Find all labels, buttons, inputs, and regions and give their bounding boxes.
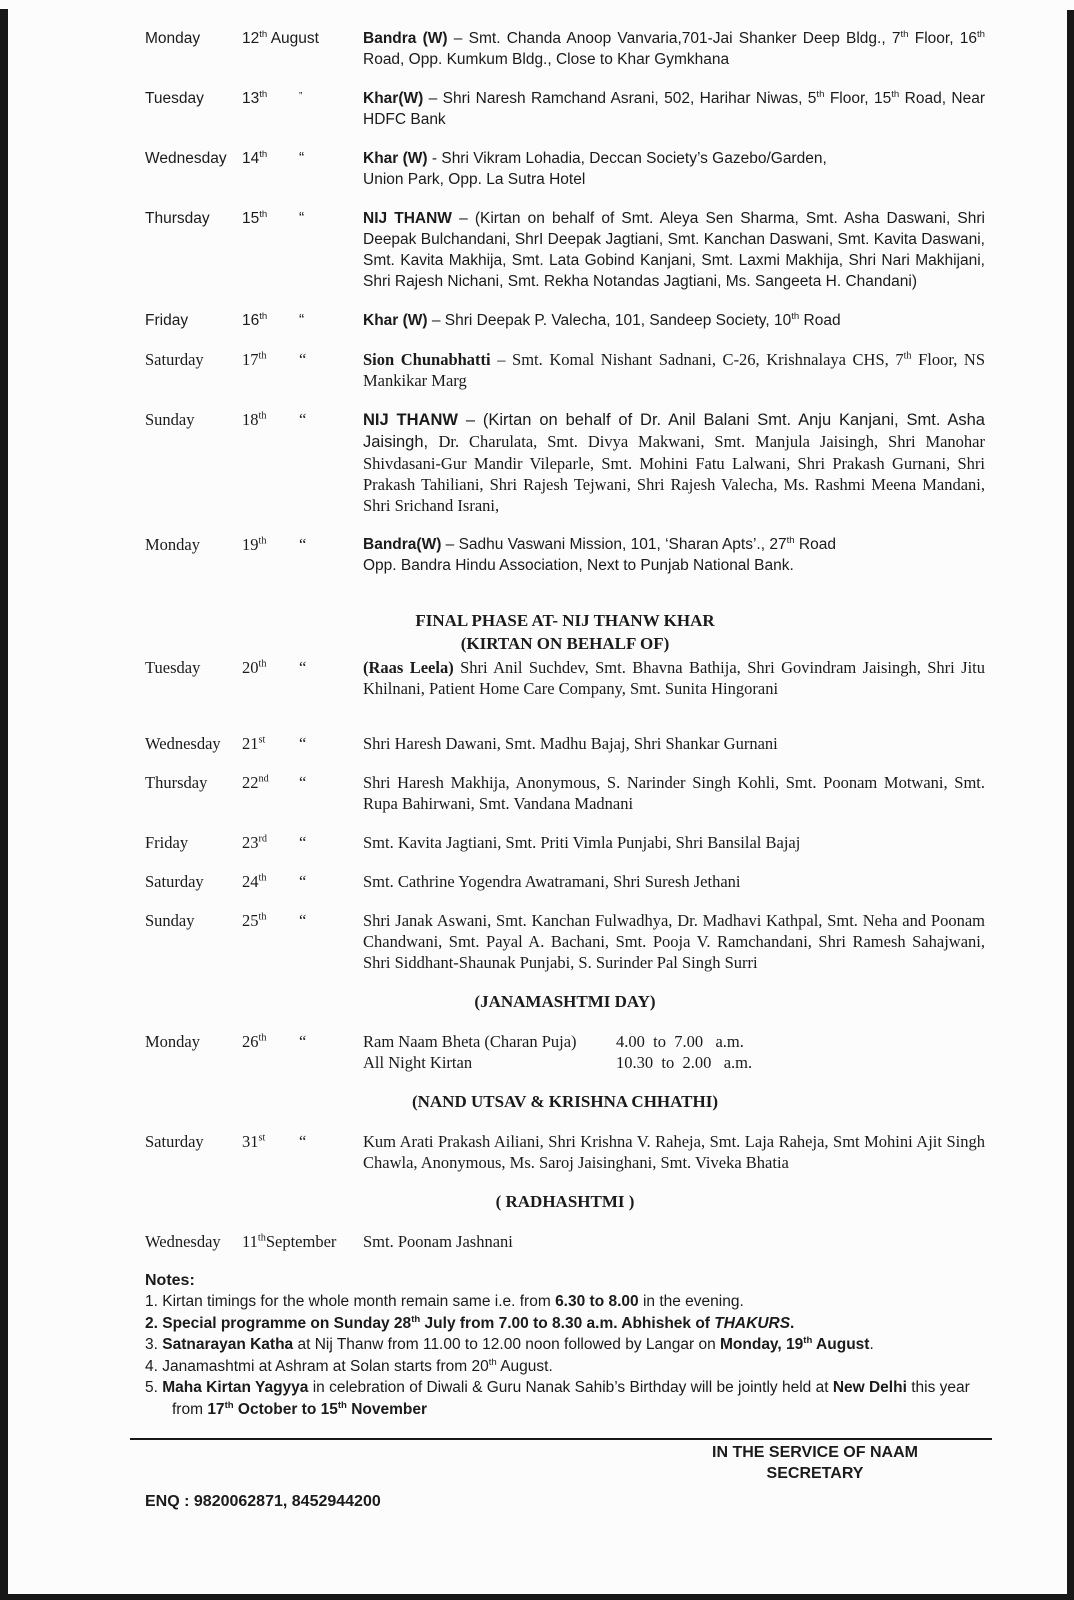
text-segment: 22 — [242, 773, 259, 792]
entry-text — [363, 88, 985, 130]
date-label — [242, 349, 299, 370]
text-segment: th — [258, 658, 267, 670]
day-label: Thursday — [145, 210, 210, 227]
text-segment: Shri Haresh Makhija, Anonymous, S. Narinder Singh Kohli, Smt. Poonam Motwani, Smt. Rupa Bahirwani, Smt. Vandana Madnani — [363, 773, 985, 813]
text-segment: th — [259, 148, 268, 160]
entry-text — [363, 349, 985, 391]
text-segment: 15 — [242, 210, 260, 227]
text-segment: 26 — [242, 1032, 259, 1051]
text-segment: September — [265, 1232, 337, 1251]
schedule-row — [145, 310, 985, 331]
text-segment: 1. Kirtan timings for the whole month remain same i.e. from — [145, 1293, 556, 1310]
entry-text — [363, 534, 985, 576]
enquiry-line: ENQ : 9820062871, 8452944200 — [145, 1493, 381, 1510]
day-label: Monday — [145, 30, 201, 47]
schedule-row — [145, 657, 985, 699]
scan-edge-left — [0, 9, 8, 1600]
scan-edge-right — [1067, 10, 1074, 1600]
text-segment: th — [258, 350, 267, 362]
notes-title: Notes: — [145, 1272, 195, 1289]
text-segment: August — [267, 30, 319, 47]
date-label — [242, 208, 299, 229]
text-segment: – Shri Naresh Ramchand Asrani, 502, Harihar Niwas, 5 — [423, 90, 817, 107]
schedule-row — [145, 1231, 985, 1252]
text-segment: at Nij Thanw from 11.00 to 12.00 noon followed by Langar on — [293, 1336, 720, 1353]
text-segment: . — [790, 1314, 795, 1332]
secretary-line: SECRETARY — [766, 1465, 864, 1482]
text-segment: Khar(W) — [363, 90, 424, 107]
signature-block — [645, 1442, 985, 1484]
divider-line — [130, 1438, 992, 1440]
entry-text — [363, 148, 985, 190]
text-segment: th — [891, 88, 900, 100]
text-segment: th — [258, 535, 267, 547]
entry-text — [363, 832, 985, 853]
text-segment: 21 — [242, 734, 259, 753]
text-segment: THAKURS — [714, 1314, 791, 1332]
ditto-mark: “ — [299, 1132, 307, 1151]
schedule-list — [145, 28, 985, 1252]
entry-text — [363, 733, 985, 754]
entry-text — [363, 871, 985, 892]
date-label — [242, 148, 299, 169]
text-segment: . — [869, 1336, 874, 1353]
text-segment: – Sadhu Vaswani Mission, 101, ‘Sharan Apts’., 27 — [441, 536, 787, 553]
text-segment: 23 — [242, 833, 259, 852]
ditto-mark: “ — [299, 312, 305, 329]
day-label: Thursday — [145, 773, 208, 792]
day-label: Friday — [145, 312, 189, 329]
text-segment: nd — [258, 773, 269, 785]
text-segment: NIJ THANW — [363, 210, 452, 227]
text-segment: th — [224, 1399, 234, 1411]
event-label: All Night Kirtan — [363, 1053, 473, 1072]
text-segment: Bandra(W) — [363, 536, 442, 553]
entry-text — [363, 1031, 985, 1073]
text-segment: 6.30 to 8.00 — [555, 1293, 639, 1310]
text-segment: Shri Janak Aswani, Smt. Kanchan Fulwadhya, Dr. Madhavi Kathpal, Smt. Neha and Poonam Chandwani, Smt. Payal A. Bachani, Smt. Pooja V. Ramchandani, Shri Ramesh Sahajwani, Shri Siddhant-Shaunak Punjabi, S. Surinder Pal Singh Surri — [363, 911, 985, 972]
schedule-row — [145, 733, 985, 754]
ditto-mark: “ — [299, 833, 307, 852]
date-label — [242, 871, 299, 892]
ditto-mark: “ — [299, 350, 307, 369]
text-segment: th — [258, 872, 267, 884]
text-segment: th — [411, 1313, 421, 1325]
date-label — [242, 1231, 337, 1252]
text-segment: th — [257, 1232, 266, 1244]
text-segment: 13 — [242, 90, 260, 107]
schedule-row — [145, 88, 985, 130]
text-segment: th — [976, 28, 985, 40]
event-label: Ram Naam Bheta (Charan Puja) — [363, 1032, 577, 1051]
text-segment: rd — [258, 833, 268, 845]
ditto-mark: ” — [299, 91, 303, 102]
text-segment: Shri Haresh Dawani, Smt. Madhu Bajaj, Shri Shankar Gurnani — [363, 734, 778, 753]
text-segment: th — [259, 208, 268, 220]
date-label — [242, 657, 299, 678]
date-label — [242, 534, 299, 555]
text-segment: 24 — [242, 872, 259, 891]
date-label — [242, 28, 319, 49]
schedule-row — [145, 534, 985, 576]
text-segment: Maha Kirtan Yagyya — [162, 1379, 309, 1396]
date-label — [242, 88, 299, 109]
schedule-row — [145, 772, 985, 814]
text-segment: Dr. Charulata, Smt. Divya Makwani, Smt. Manjula Jaisingh, Shri Manohar Shivdasani-Gur Mandir Vileparle, Smt. Mohini Fatu Lalwani, Shri Prakash Gurnani, Shri Prakash Tahiliani, Shri Rajesh Tejwani, Shri Rajesh Valecha, Ms. Rashmi Meena Mandani, Shri Srichand Israni, — [363, 432, 986, 515]
date-label — [242, 832, 299, 853]
text-segment: th — [259, 28, 268, 40]
scan-edge-bottom — [0, 1594, 1074, 1600]
note-item — [145, 1377, 985, 1420]
note-item — [145, 1334, 985, 1356]
day-label: Tuesday — [145, 658, 201, 677]
schedule-row — [145, 1131, 985, 1173]
text-segment: Shri Anil Suchdev, Smt. Bhavna Bathija, Shri Govindram Jaisingh, Shri Jitu Khilnani, Patient Home Care Company, Smt. Sunita Hingorani — [363, 658, 985, 698]
ditto-mark: “ — [299, 150, 305, 167]
text-segment: November — [346, 1400, 428, 1418]
text-segment: 5. — [145, 1379, 163, 1396]
event-time: 4.00 to 7.00 a.m. — [616, 1032, 744, 1051]
text-segment: – Shri Deepak P. Valecha, 101, Sandeep Society, 10 — [427, 312, 792, 329]
text-segment: 17 — [207, 1400, 225, 1418]
section-heading: (KIRTAN ON BEHALF OF) — [460, 634, 670, 653]
day-label: Monday — [145, 535, 200, 554]
timing-line — [363, 1031, 985, 1052]
text-segment: 4. Janamashtmi at Ashram at Solan starts from 20 — [145, 1357, 489, 1375]
text-segment: Road, Opp. Kumkum Bldg., Close to Khar Gymkhana — [363, 51, 730, 68]
section-heading: (NAND UTSAV & KRISHNA CHHATHI) — [411, 1092, 719, 1111]
text-segment: – Smt. Chanda Anoop Vanvaria,701-Jai Shanker Deep Bldg., 7 — [447, 30, 901, 47]
text-segment: Khar (W) — [363, 150, 428, 167]
text-segment: 18 — [242, 410, 259, 429]
note-item — [145, 1291, 985, 1313]
text-segment: Road, Near HDFC Bank — [363, 90, 985, 128]
text-segment: st — [258, 1132, 266, 1144]
entry-text — [363, 657, 985, 699]
text-segment: Special programme on Sunday 28 — [162, 1314, 412, 1332]
text-segment: th — [816, 88, 825, 100]
text-segment: Kum Arati Prakash Ailiani, Shri Krishna V. Raheja, Smt. Laja Raheja, Smt Mohini Ajit Singh Chawla, Anonymous, Ms. Saroj Jaisinghani, Smt. Viveka Bhatia — [363, 1132, 985, 1172]
date-label — [242, 910, 299, 931]
schedule-row — [145, 409, 985, 516]
text-segment: Bandra (W) — [363, 30, 448, 47]
ditto-mark: “ — [299, 1032, 307, 1051]
text-segment: 25 — [242, 911, 259, 930]
text-segment: 16 — [242, 312, 260, 329]
text-segment: Union Park, Opp. La Sutra Hotel — [363, 171, 586, 188]
day-label: Saturday — [145, 350, 204, 369]
section-heading: FINAL PHASE AT- NIJ THANW KHAR — [415, 611, 715, 630]
text-segment: – (Kirtan on behalf of Dr. Anil Balani Smt. Anju Kanjani, Smt. Asha Jaisingh, — [363, 411, 985, 451]
day-label: Sunday — [145, 911, 195, 930]
text-segment: 3. — [145, 1336, 163, 1353]
text-segment: Road — [799, 312, 841, 329]
text-segment: th — [259, 88, 268, 100]
ditto-mark: “ — [299, 872, 307, 891]
date-label — [242, 310, 299, 331]
timing-line — [363, 1052, 985, 1073]
ditto-mark: “ — [299, 773, 307, 792]
text-segment: Khar (W) — [363, 312, 428, 329]
text-segment: 17 — [242, 350, 259, 369]
ditto-mark: “ — [299, 535, 307, 554]
text-segment: August. — [496, 1357, 553, 1375]
text-segment: th — [803, 1334, 813, 1346]
text-segment: th — [337, 1399, 347, 1411]
schedule-row — [145, 148, 985, 190]
entry-text — [363, 409, 985, 516]
day-label: Wednesday — [145, 734, 221, 753]
text-segment: - Shri Vikram Lohadia, Deccan Society’s Gazebo/Garden, — [427, 150, 827, 167]
notes-list — [145, 1291, 985, 1420]
entry-text — [363, 772, 985, 814]
text-segment: th — [900, 28, 909, 40]
text-segment: Monday, 19 — [720, 1336, 804, 1353]
text-segment: Floor, 16 — [908, 30, 977, 47]
entry-text — [363, 310, 985, 331]
day-label: Tuesday — [145, 90, 204, 107]
text-segment: th — [488, 1356, 497, 1368]
entry-text — [363, 910, 985, 973]
text-segment: th — [259, 310, 268, 322]
text-segment: th — [791, 310, 800, 322]
date-label — [242, 1131, 299, 1152]
text-segment: – Smt. Komal Nishant Sadnani, C-26, Krishnalaya CHS, 7 — [490, 350, 904, 369]
text-segment: 14 — [242, 150, 260, 167]
date-label — [242, 772, 299, 793]
text-segment: th — [903, 350, 912, 362]
day-label: Saturday — [145, 1132, 204, 1151]
text-segment: Smt. Kavita Jagtiani, Smt. Priti Vimla Punjabi, Shri Bansilal Bajaj — [363, 833, 801, 852]
text-segment: 12 — [242, 30, 260, 47]
text-segment: Satnarayan Katha — [162, 1336, 294, 1353]
text-segment: 31 — [242, 1132, 259, 1151]
service-line: IN THE SERVICE OF NAAM — [712, 1444, 918, 1461]
text-segment: New Delhi — [832, 1379, 907, 1396]
day-label: Wednesday — [145, 150, 227, 167]
ditto-mark: “ — [299, 734, 307, 753]
entry-text — [363, 208, 985, 292]
schedule-row — [145, 208, 985, 292]
notes-section — [145, 1270, 985, 1420]
text-segment: Floor, 15 — [824, 90, 892, 107]
text-segment: Smt. Cathrine Yogendra Awatramani, Shri Suresh Jethani — [363, 872, 741, 891]
text-segment: Road — [794, 536, 836, 553]
section-heading: (JANAMASHTMI DAY) — [474, 992, 656, 1011]
date-label — [242, 1031, 299, 1052]
entry-text — [363, 28, 985, 70]
ditto-mark: “ — [299, 410, 307, 429]
text-segment: 11 — [242, 1232, 258, 1251]
text-segment: this year from — [172, 1379, 970, 1418]
text-segment: NIJ THANW — [363, 411, 458, 429]
text-segment: July from 7.00 to 8.30 a.m. Abhishek of — [420, 1314, 715, 1332]
text-segment: 19 — [242, 535, 259, 554]
entry-text — [363, 1131, 985, 1173]
day-label: Wednesday — [145, 1232, 221, 1251]
schedule-row — [145, 28, 985, 70]
text-segment: th — [258, 410, 267, 422]
event-time: 10.30 to 2.00 a.m. — [616, 1053, 753, 1072]
day-label: Monday — [145, 1032, 200, 1051]
note-item — [145, 1356, 985, 1378]
day-label: Saturday — [145, 872, 204, 891]
text-segment: st — [258, 734, 266, 746]
note-item — [145, 1313, 985, 1335]
text-segment: in celebration of Diwali & Guru Nanak Sahib’s Birthday will be jointly held at — [308, 1379, 833, 1396]
text-segment: October to 15 — [233, 1400, 338, 1418]
text-segment: Sion Chunabhatti — [363, 350, 491, 369]
text-segment: August — [812, 1336, 870, 1353]
page-content — [145, 28, 985, 1511]
text-segment: th — [258, 911, 267, 923]
text-segment: in the evening. — [638, 1293, 744, 1310]
date-label — [242, 409, 299, 430]
day-label: Sunday — [145, 410, 195, 429]
entry-text — [363, 1231, 985, 1252]
schedule-row — [145, 832, 985, 853]
section-heading: ( RADHASHTMI ) — [495, 1192, 635, 1211]
text-segment: Floor, NS Mankikar Marg — [363, 350, 986, 390]
ditto-mark: “ — [299, 210, 305, 227]
date-label — [242, 733, 299, 754]
text-segment: 20 — [242, 658, 259, 677]
ditto-mark: “ — [299, 658, 307, 677]
text-segment: Smt. Poonam Jashnani — [363, 1232, 513, 1251]
text-segment: – (Kirtan on behalf of Smt. Aleya Sen Sharma, Smt. Asha Daswani, Shri Deepak Bulchandani, ShrI Deepak Jagtiani, Smt. Kanchan Daswani, Smt. Kavita Daswani, Smt. Kavita Makhija, Smt. Lata Gobind Kanjani, Smt. Laxmi Makhija, Shri Nari Makhijani, Shri Rajesh Nichani, Smt. Rekha Notandas Jagtiani, Ms. Sangeeta H. Chandani) — [363, 210, 985, 290]
schedule-row — [145, 1031, 985, 1073]
text-segment: 2. — [145, 1314, 163, 1332]
schedule-row — [145, 349, 985, 391]
text-segment: th — [258, 1032, 267, 1044]
text-segment: th — [786, 534, 795, 546]
schedule-row — [145, 910, 985, 973]
text-segment: (Raas Leela) — [363, 658, 454, 677]
day-label: Friday — [145, 833, 189, 852]
schedule-row — [145, 871, 985, 892]
text-segment: Opp. Bandra Hindu Association, Next to Punjab National Bank. — [363, 557, 794, 574]
ditto-mark: “ — [299, 911, 307, 930]
